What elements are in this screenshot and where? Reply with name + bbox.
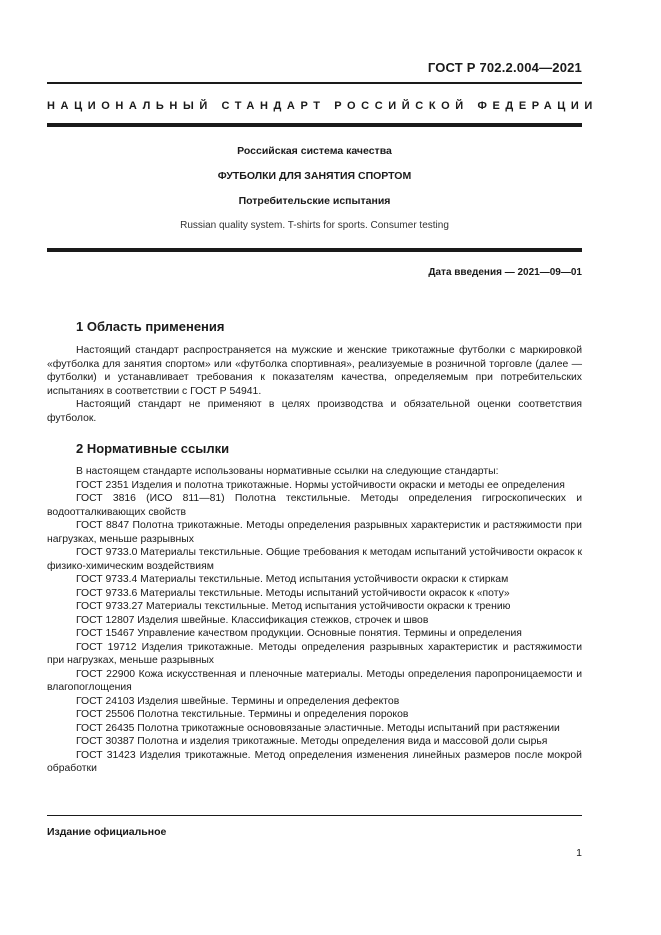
paragraph: В настоящем стандарте использованы нормативные ссылки на следующие стандарты: xyxy=(76,466,499,477)
section-2-heading: 2 Нормативные ссылки xyxy=(76,441,230,456)
paragraph: Настоящий стандарт распространяется на мужские и женские трикотажные футболки с маркировкой «футболка для занятия спортом» или «футболка спортивная», реализуемые в розничной торговле (далее — футболки) и устанавливает требования к показателям качества, определяемым при потребительских испытаниях в соответствии с ГОСТ Р 54941. xyxy=(47,345,582,397)
reference-item: ГОСТ 31423 Изделия трикотажные. Метод определения изменения линейных размеров после мокрой обработки xyxy=(47,749,582,774)
reference-item: ГОСТ 8847 Полотна трикотажные. Методы определения разрывных характеристик и растяжимости при нагрузках, меньше разрывных xyxy=(47,520,582,545)
section-1-heading: 1 Область применения xyxy=(76,319,225,334)
reference-item: ГОСТ 12807 Изделия швейные. Классификация стежков, строчек и швов xyxy=(76,614,429,626)
introduction-date: Дата введения — 2021—09—01 xyxy=(428,267,582,278)
document-subtitle: Потребительские испытания xyxy=(238,195,391,207)
reference-item: ГОСТ 19712 Изделия трикотажные. Методы определения разрывных характеристик и растяжимости при нагрузках, меньше разрывных xyxy=(47,641,582,666)
reference-item: ГОСТ 9733.0 Материалы текстильные. Общие требования к методам испытаний устойчивости окрасок к физико-химическим воздействиям xyxy=(47,547,582,572)
section-2-body xyxy=(47,465,582,776)
reference-item: ГОСТ 3816 (ИСО 811—81) Полотна текстильные. Методы определения гигроскопических и водоотталкивающих свойств xyxy=(47,493,582,518)
standard-code: ГОСТ Р 702.2.004—2021 xyxy=(427,60,582,75)
title-block-top-rule xyxy=(47,123,582,127)
reference-item: ГОСТ 30387 Полотна и изделия трикотажные. Методы определения вида и массовой доли сырья xyxy=(76,736,548,747)
reference-item: ГОСТ 26435 Полотна трикотажные основовязаные эластичные. Методы испытаний при растяжении xyxy=(76,722,560,734)
reference-item: ГОСТ 9733.4 Материалы текстильные. Метод испытания устойчивости окраски к стиркам xyxy=(76,574,509,585)
reference-item: ГОСТ 22900 Кожа искусственная и пленочные материалы. Методы определения паропроницаемости и влагопоглощения xyxy=(47,668,582,693)
page-number: 1 xyxy=(576,847,582,859)
reference-item: ГОСТ 24103 Изделия швейные. Термины и определения дефектов xyxy=(76,695,400,707)
english-title: Russian quality system. T-shirts for sports. Consumer testing xyxy=(180,220,449,231)
title-block-bottom-rule xyxy=(47,248,582,252)
paragraph: Настоящий стандарт не применяют в целях производства и обязательной оценки соответствия футболок. xyxy=(47,399,582,424)
official-edition-label: Издание официальное xyxy=(47,826,167,838)
national-standard-heading: НАЦИОНАЛЬНЫЙ СТАНДАРТ РОССИЙСКОЙ ФЕДЕРАЦИИ xyxy=(47,100,598,112)
reference-item: ГОСТ 15467 Управление качеством продукции. Основные понятия. Термины и определения xyxy=(76,628,522,639)
reference-item: ГОСТ 9733.6 Материалы текстильные. Методы испытаний устойчивости окрасок к «поту» xyxy=(76,587,510,599)
section-1-body xyxy=(47,344,582,425)
document-title: ФУТБОЛКИ ДЛЯ ЗАНЯТИЯ СПОРТОМ xyxy=(217,170,412,182)
quality-system-label: Российская система качества xyxy=(237,145,392,157)
footer-rule xyxy=(47,815,582,816)
reference-item: ГОСТ 25506 Полотна текстильные. Термины и определения пороков xyxy=(76,709,409,720)
reference-item: ГОСТ 2351 Изделия и полотна трикотажные. Нормы устойчивости окраски и методы ее определения xyxy=(76,479,565,491)
reference-item: ГОСТ 9733.27 Материалы текстильные. Метод испытания устойчивости окраски к трению xyxy=(76,601,511,612)
header-rule xyxy=(47,82,582,84)
